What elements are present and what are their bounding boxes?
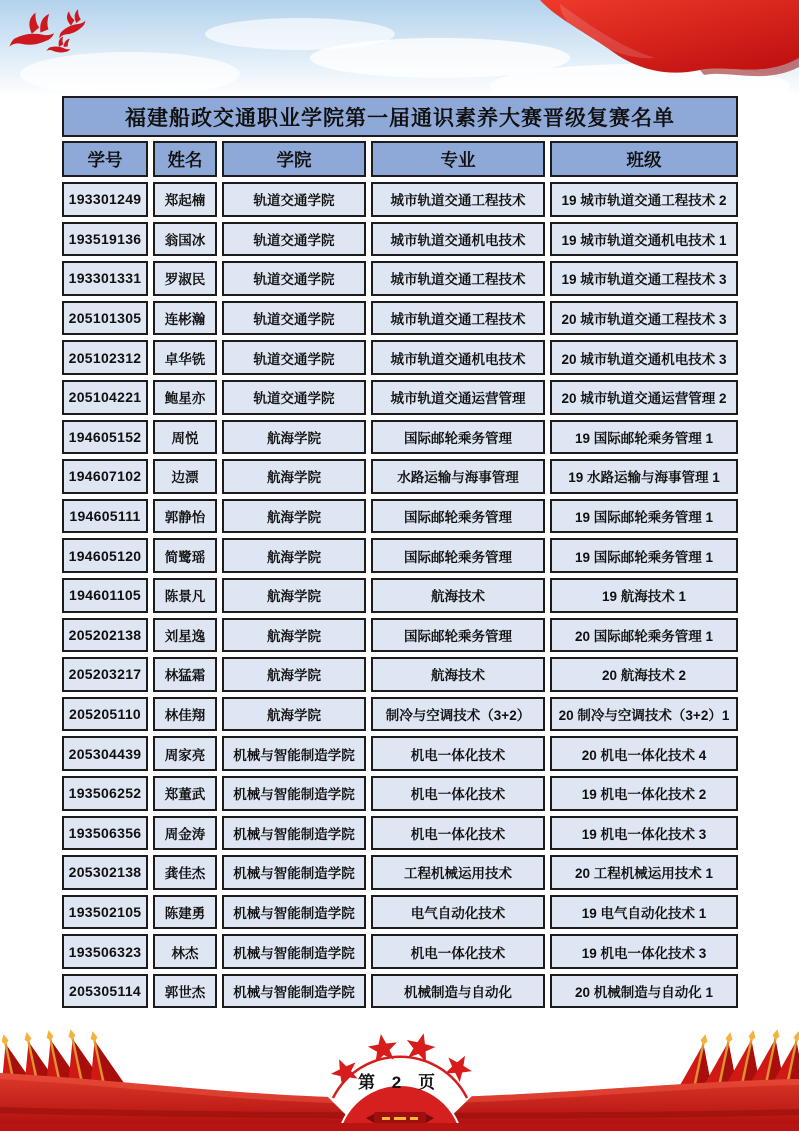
class-name-cell: 19 电气自动化技术 1 [550,895,738,930]
col-header-student-id: 学号 [62,141,148,177]
major-cell: 城市轨道交通工程技术 [371,261,545,296]
college-cell: 机械与智能制造学院 [222,895,366,930]
student-name-cell: 陈景凡 [153,578,217,613]
college-cell: 机械与智能制造学院 [222,816,366,851]
student-name-cell: 翁国冰 [153,222,217,257]
student-name-cell: 罗淑民 [153,261,217,296]
student-name-cell: 林杰 [153,934,217,969]
student-name-cell: 周金涛 [153,816,217,851]
student-name-cell: 郑起楠 [153,182,217,217]
student-id-cell: 193506252 [62,776,148,811]
major-cell: 城市轨道交通机电技术 [371,340,545,375]
major-cell: 水路运输与海事管理 [371,459,545,494]
student-id-cell: 194607102 [62,459,148,494]
student-id-cell: 194605152 [62,420,148,455]
class-name-cell: 19 机电一体化技术 3 [550,816,738,851]
college-cell: 机械与智能制造学院 [222,974,366,1009]
major-cell: 机械制造与自动化 [371,974,545,1009]
page-title: 福建船政交通职业学院第一届通识素养大赛晋级复赛名单 [62,96,738,137]
student-name-cell: 周悦 [153,420,217,455]
student-name-cell: 郑董武 [153,776,217,811]
class-name-cell: 19 机电一体化技术 3 [550,934,738,969]
student-name-cell: 边漂 [153,459,217,494]
major-cell: 国际邮轮乘务管理 [371,618,545,653]
class-name-cell: 19 城市轨道交通机电技术 1 [550,222,738,257]
student-id-cell: 205101305 [62,301,148,336]
college-cell: 机械与智能制造学院 [222,776,366,811]
header-decoration [0,0,799,96]
student-name-cell: 郭世杰 [153,974,217,1009]
major-cell: 机电一体化技术 [371,816,545,851]
student-id-cell: 194605111 [62,499,148,534]
class-name-cell: 19 航海技术 1 [550,578,738,613]
col-header-class: 班级 [550,141,738,177]
college-cell: 航海学院 [222,420,366,455]
major-cell: 机电一体化技术 [371,934,545,969]
student-id-cell: 193506356 [62,816,148,851]
student-id-cell: 205202138 [62,618,148,653]
student-id-cell: 205305114 [62,974,148,1009]
student-id-cell: 193301249 [62,182,148,217]
class-name-cell: 20 制冷与空调技术（3+2）1 [550,697,738,732]
college-cell: 航海学院 [222,618,366,653]
college-cell: 轨道交通学院 [222,222,366,257]
student-id-cell: 205205110 [62,697,148,732]
student-name-cell: 陈建勇 [153,895,217,930]
class-name-cell: 20 航海技术 2 [550,657,738,692]
student-name-cell: 连彬瀚 [153,301,217,336]
college-cell: 航海学院 [222,538,366,573]
student-id-cell: 193502105 [62,895,148,930]
col-header-major: 专业 [371,141,545,177]
student-id-cell: 194601105 [62,578,148,613]
major-cell: 电气自动化技术 [371,895,545,930]
college-cell: 轨道交通学院 [222,261,366,296]
student-name-cell: 卓华铣 [153,340,217,375]
major-cell: 国际邮轮乘务管理 [371,420,545,455]
major-cell: 城市轨道交通机电技术 [371,222,545,257]
student-id-cell: 193301331 [62,261,148,296]
college-cell: 航海学院 [222,657,366,692]
student-name-cell: 林佳翔 [153,697,217,732]
major-cell: 制冷与空调技术（3+2） [371,697,545,732]
major-cell: 城市轨道交通工程技术 [371,301,545,336]
major-cell: 机电一体化技术 [371,776,545,811]
student-name-cell: 龚佳杰 [153,855,217,890]
class-name-cell: 20 机械制造与自动化 1 [550,974,738,1009]
class-name-cell: 19 城市轨道交通工程技术 3 [550,261,738,296]
student-id-cell: 205104221 [62,380,148,415]
major-cell: 工程机械运用技术 [371,855,545,890]
class-name-cell: 19 城市轨道交通工程技术 2 [550,182,738,217]
college-cell: 航海学院 [222,459,366,494]
class-name-cell: 19 国际邮轮乘务管理 1 [550,499,738,534]
student-id-cell: 194605120 [62,538,148,573]
student-name-cell: 郭静怡 [153,499,217,534]
college-cell: 机械与智能制造学院 [222,736,366,771]
college-cell: 机械与智能制造学院 [222,934,366,969]
college-cell: 轨道交通学院 [222,182,366,217]
class-name-cell: 20 城市轨道交通运营管理 2 [550,380,738,415]
results-grid [62,141,738,1008]
bottom-strip [0,1123,799,1131]
class-name-cell: 19 机电一体化技术 2 [550,776,738,811]
class-name-cell: 20 工程机械运用技术 1 [550,855,738,890]
college-cell: 轨道交通学院 [222,340,366,375]
class-name-cell: 19 国际邮轮乘务管理 1 [550,420,738,455]
student-id-cell: 205203217 [62,657,148,692]
col-header-name: 姓名 [153,141,217,177]
college-cell: 轨道交通学院 [222,301,366,336]
student-id-cell: 205102312 [62,340,148,375]
major-cell: 城市轨道交通工程技术 [371,182,545,217]
student-name-cell: 刘星逸 [153,618,217,653]
page-number: 第 2 页 [358,1073,441,1092]
major-cell: 机电一体化技术 [371,736,545,771]
class-name-cell: 20 城市轨道交通工程技术 3 [550,301,738,336]
college-cell: 轨道交通学院 [222,380,366,415]
class-name-cell: 20 国际邮轮乘务管理 1 [550,618,738,653]
college-cell: 航海学院 [222,499,366,534]
student-name-cell: 林猛霜 [153,657,217,692]
student-name-cell: 周家亮 [153,736,217,771]
student-name-cell: 鲍星亦 [153,380,217,415]
student-id-cell: 193519136 [62,222,148,257]
class-name-cell: 19 国际邮轮乘务管理 1 [550,538,738,573]
college-cell: 航海学院 [222,578,366,613]
class-name-cell: 20 机电一体化技术 4 [550,736,738,771]
major-cell: 航海技术 [371,578,545,613]
major-cell: 城市轨道交通运营管理 [371,380,545,415]
major-cell: 国际邮轮乘务管理 [371,538,545,573]
student-id-cell: 205304439 [62,736,148,771]
student-id-cell: 205302138 [62,855,148,890]
class-name-cell: 20 城市轨道交通机电技术 3 [550,340,738,375]
col-header-college: 学院 [222,141,366,177]
college-cell: 机械与智能制造学院 [222,855,366,890]
major-cell: 航海技术 [371,657,545,692]
student-id-cell: 193506323 [62,934,148,969]
major-cell: 国际邮轮乘务管理 [371,499,545,534]
college-cell: 航海学院 [222,697,366,732]
student-name-cell: 简鹭瑶 [153,538,217,573]
class-name-cell: 19 水路运输与海事管理 1 [550,459,738,494]
